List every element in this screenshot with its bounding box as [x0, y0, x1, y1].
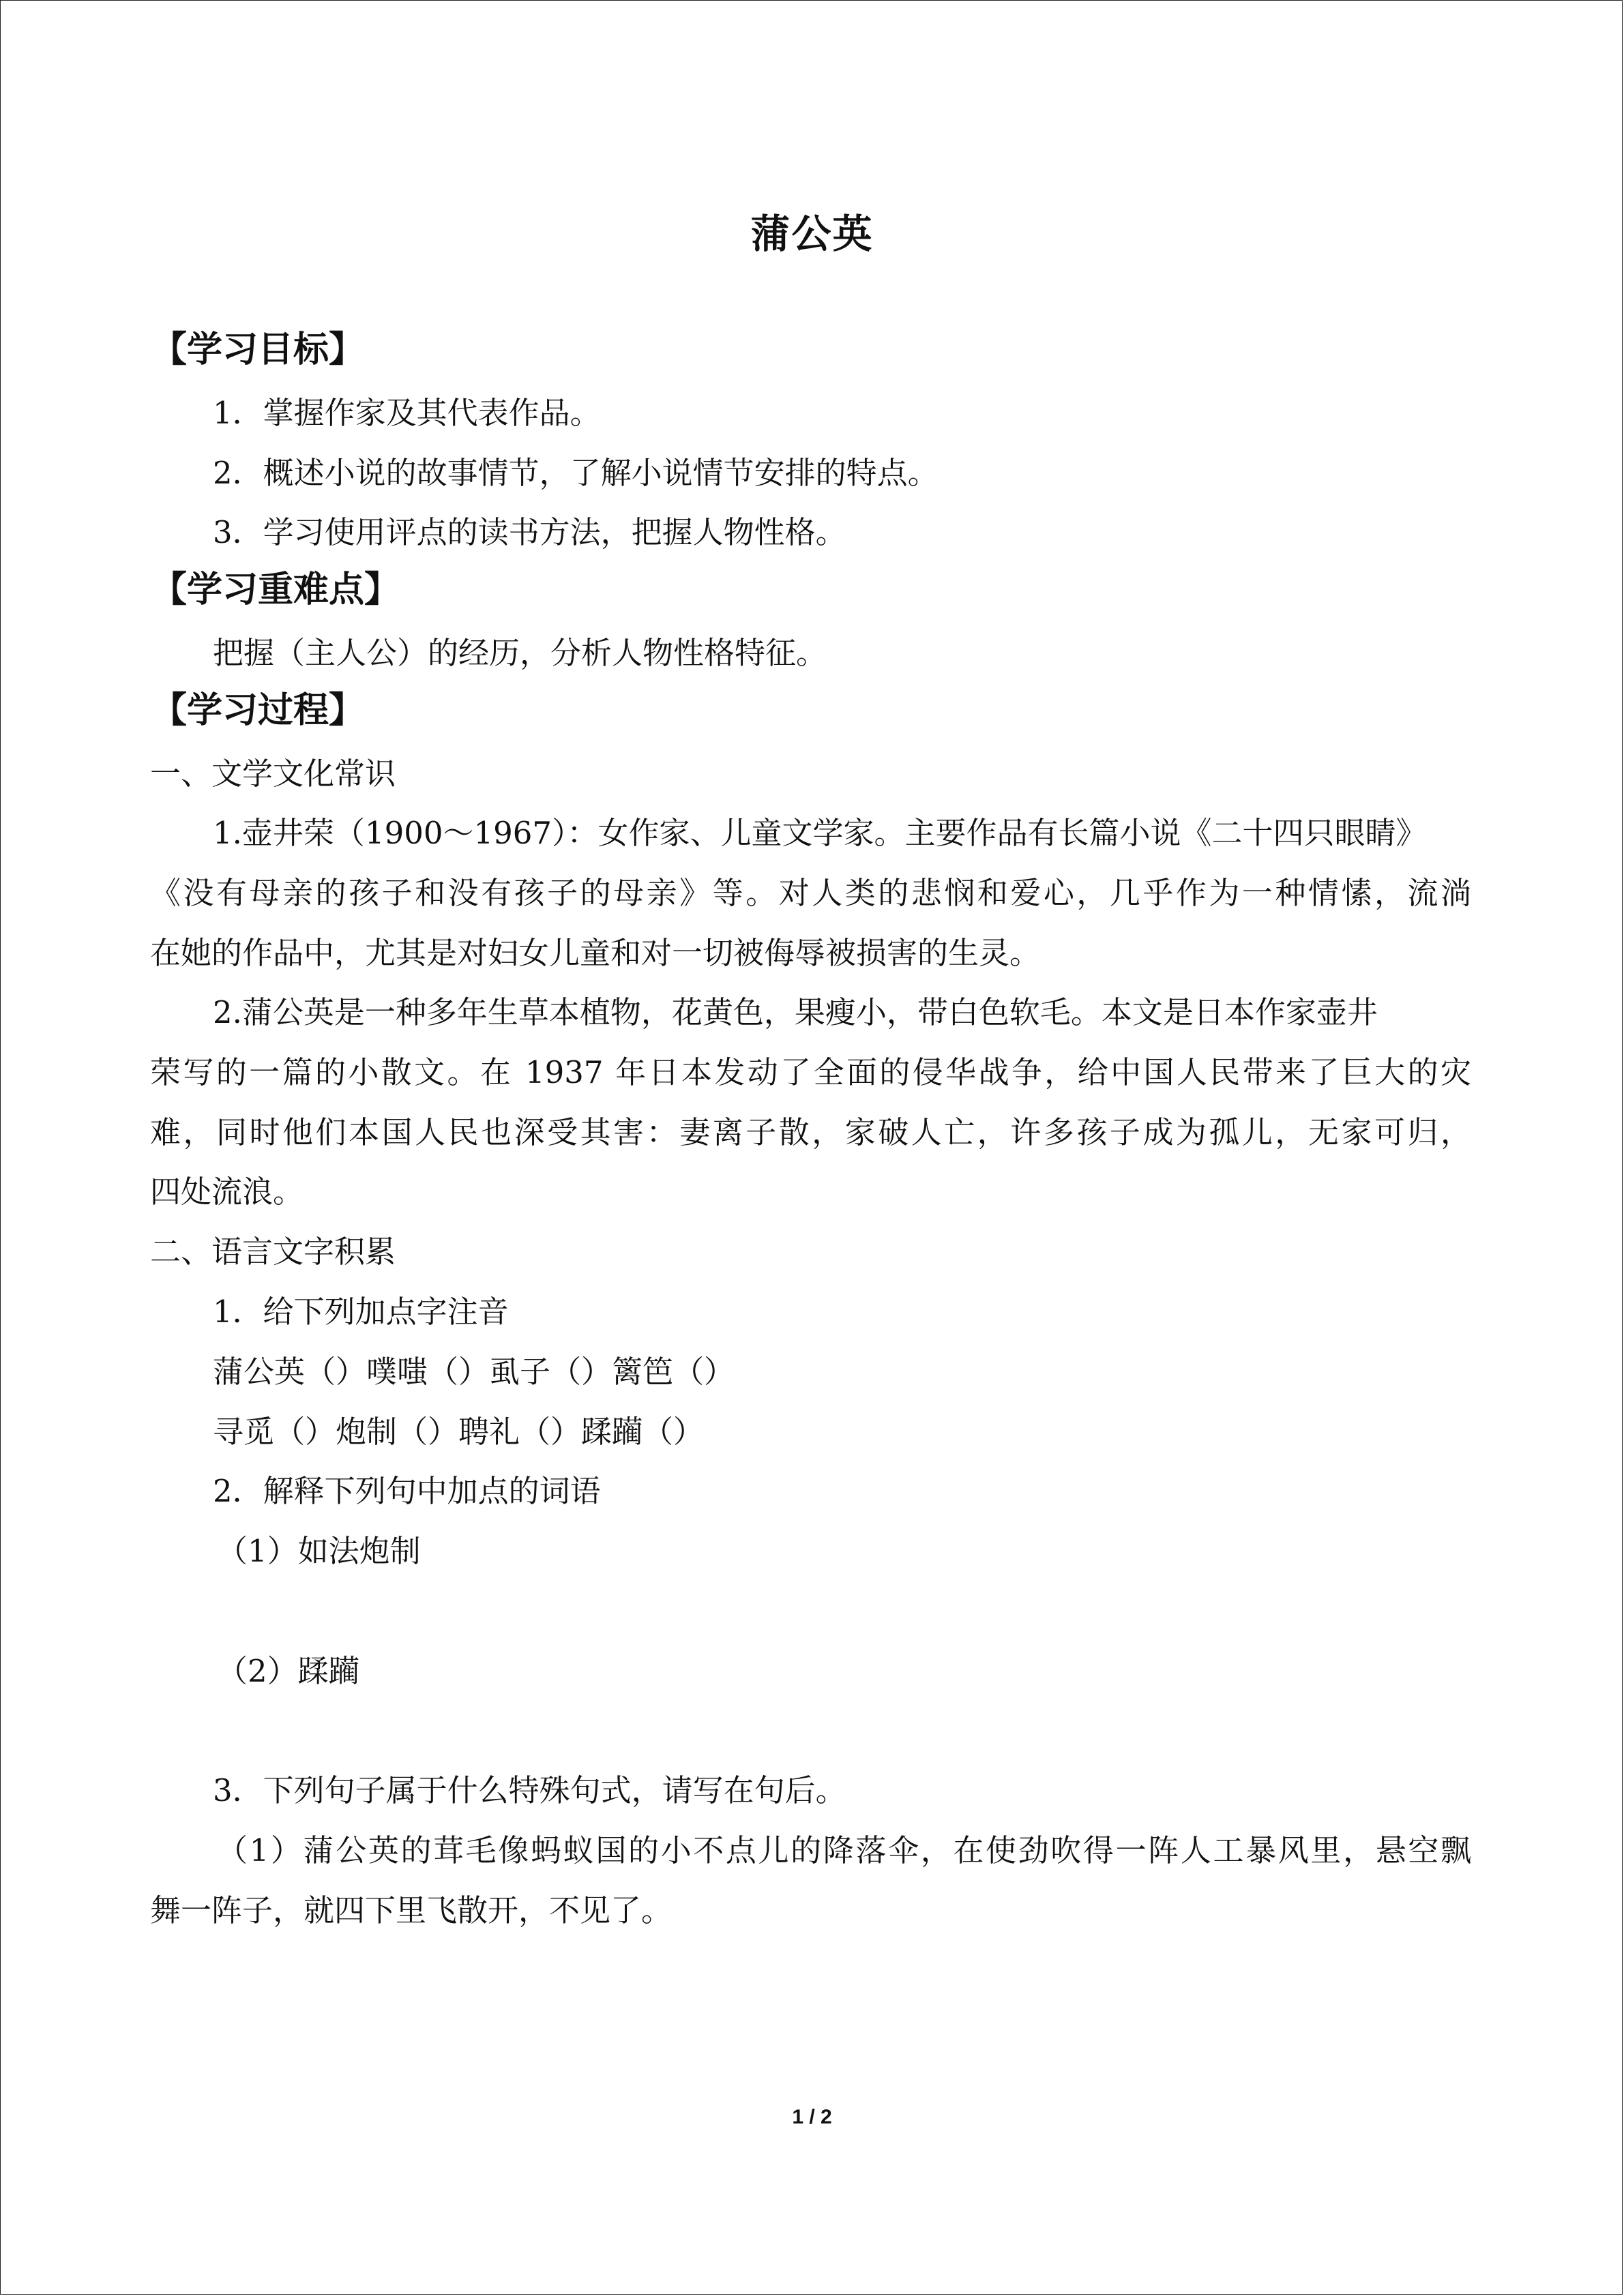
part1-para2-line-2: 荣写的一篇的小散文。在 1937 年日本发动了全面的侵华战争，给中国人民带来了巨大的灾 [150, 1054, 1471, 1090]
key-points-heading: 【学习重难点】 [151, 569, 400, 610]
part1-para1-line-1: 1.壶井荣（1900～1967）：女作家、儿童文学家。主要作品有长篇小说《二十四只眼睛》 [213, 815, 1427, 851]
document-title: 蒲公英 [750, 211, 874, 257]
objectives-heading: 【学习目标】 [151, 329, 365, 370]
page-number: 1 / 2 [792, 2106, 832, 2128]
objective-item-3: 3．学习使用评点的读书方法，把握人物性格。 [213, 514, 846, 550]
q1-row-1: 蒲公英（）噗嗤（）虱子（）篱笆（） [213, 1354, 735, 1390]
key-points-text: 把握（主人公）的经历，分析人物性格特征。 [213, 635, 827, 671]
part1-para1-line-3: 在她的作品中，尤其是对妇女儿童和对一切被侮辱被损害的生灵。 [150, 935, 1041, 971]
q2-item-2: （2）蹂躏 [217, 1653, 359, 1689]
part1-para2-line-1: 2.蒲公英是一种多年生草本植物，花黄色，果瘦小，带白色软毛。本文是日本作家壶井 [213, 994, 1378, 1030]
q2-item-1: （1）如法炮制 [217, 1533, 421, 1569]
q3-item-1-line-1: （1）蒲公英的茸毛像蚂蚁国的小不点儿的降落伞，在使劲吹得一阵人工暴风里，悬空飘 [217, 1832, 1471, 1868]
q1-label: 1．给下列加点字注音 [213, 1294, 509, 1330]
part2-heading: 二、语言文字积累 [150, 1234, 396, 1270]
process-heading: 【学习过程】 [151, 690, 365, 731]
part1-heading: 一、文学文化常识 [150, 756, 396, 792]
part1-para1-line-2: 《没有母亲的孩子和没有孩子的母亲》等。对人类的悲悯和爱心，几乎作为一种情愫，流淌 [150, 875, 1471, 911]
q3-label: 3．下列句子属于什么特殊句式，请写在句后。 [213, 1772, 846, 1808]
objective-item-2: 2．概述小说的故事情节，了解小说情节安排的特点。 [213, 455, 939, 491]
q3-item-1-line-2: 舞一阵子，就四下里飞散开，不见了。 [150, 1892, 673, 1928]
part1-para2-line-4: 四处流浪。 [150, 1174, 304, 1210]
part1-para2-line-3: 难，同时他们本国人民也深受其害：妻离子散，家破人亡，许多孩子成为孤儿，无家可归， [150, 1114, 1471, 1150]
objective-item-1: 1．掌握作家及其代表作品。 [213, 395, 601, 431]
q1-row-2: 寻觅（）炮制（）聘礼（）蹂躏（） [213, 1414, 705, 1450]
q2-label: 2．解释下列句中加点的词语 [213, 1473, 601, 1509]
